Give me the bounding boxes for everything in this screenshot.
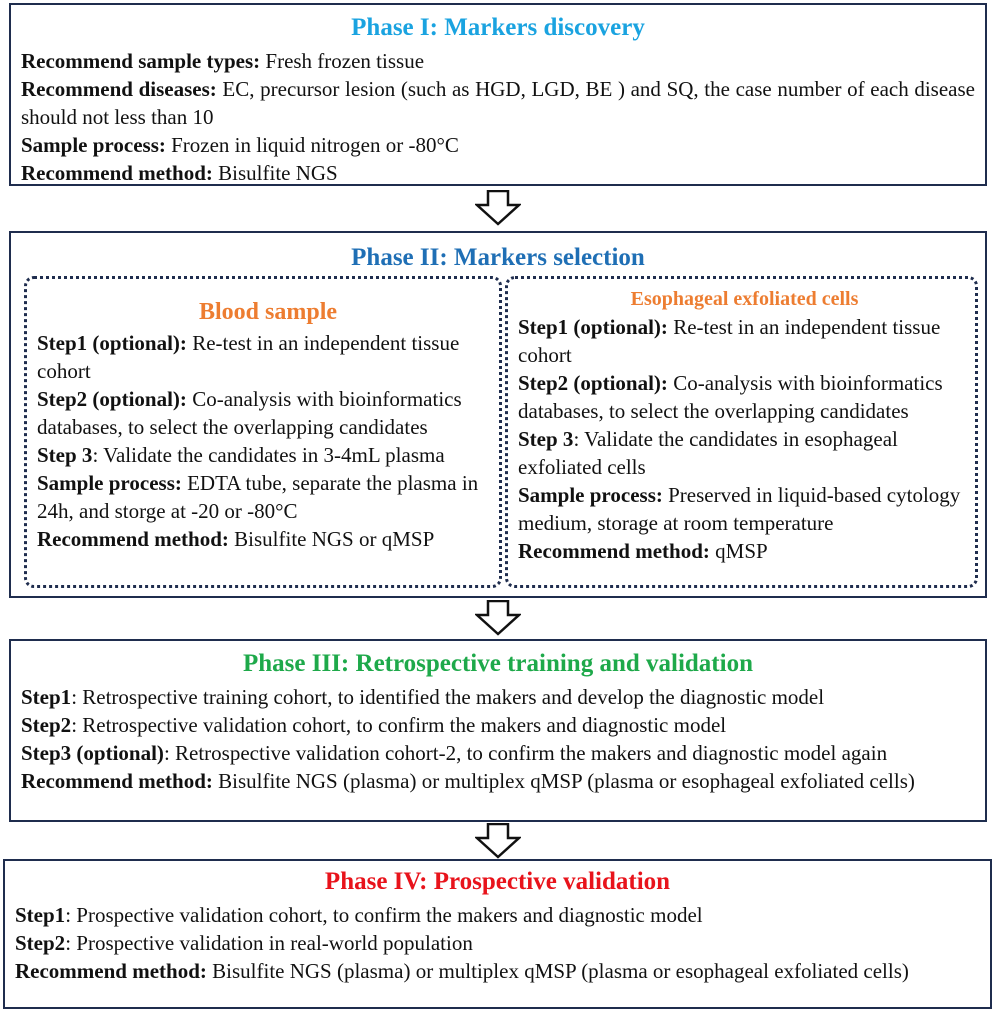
esophageal-method: Recommend method: qMSP xyxy=(518,539,768,563)
blood-step2: Step2 (optional): Co-analysis with bioinformatics databases, to select the overlapping candidates xyxy=(37,387,462,439)
phase1-title: Phase I: Markers discovery xyxy=(351,14,645,41)
esophageal-step2: Step2 (optional): Co-analysis with bioinformatics databases, to select the overlapping candidates xyxy=(518,371,943,423)
blood-sample-box xyxy=(24,276,502,588)
phase4-method: Recommend method: Bisulfite NGS (plasma) or multiplex qMSP (plasma or esophageal exfoliated cells) xyxy=(15,959,909,983)
phase1-line-diseases: Recommend diseases: EC, precursor lesion (such as HGD, LGD, BE ) and SQ, the case number of each disease should not less than 10 xyxy=(21,77,975,129)
down-arrow-icon xyxy=(475,190,521,226)
phase1-box xyxy=(9,3,987,186)
phase1-line-sample-process: Sample process: Frozen in liquid nitrogen or -80°C xyxy=(21,133,459,157)
phase2-box xyxy=(9,231,987,598)
blood-sample-title: Blood sample xyxy=(198,299,338,325)
phase3-step1: Step1: Retrospective training cohort, to identified the makers and develop the diagnostic model xyxy=(21,685,825,709)
phase3-method: Recommend method: Bisulfite NGS (plasma) or multiplex qMSP (plasma or esophageal exfoliated cells) xyxy=(21,769,915,793)
phase4-box xyxy=(3,859,992,1009)
phase3-title: Phase III: Retrospective training and validation xyxy=(243,650,753,677)
phase3-step2: Step2: Retrospective validation cohort, to confirm the makers and diagnostic model xyxy=(21,713,727,737)
phase2-title: Phase II: Markers selection xyxy=(351,244,645,271)
phase4-step2: Step2: Prospective validation in real-world population xyxy=(15,931,473,955)
blood-step3: Step 3: Validate the candidates in 3-4mL plasma xyxy=(37,443,445,467)
phase4-step1: Step1: Prospective validation cohort, to confirm the makers and diagnostic model xyxy=(15,903,703,927)
blood-sample-process: Sample process: EDTA tube, separate the plasma in 24h, and storge at -20 or -80°C xyxy=(37,471,479,523)
esophageal-sample-process: Sample process: Preserved in liquid-based cytology medium, storage at room temperature xyxy=(518,483,961,535)
esophageal-step3: Step 3: Validate the candidates in esophageal exfoliated cells xyxy=(518,427,898,479)
blood-method: Recommend method: Bisulfite NGS or qMSP xyxy=(37,527,435,551)
esophageal-cells-title: Esophageal exfoliated cells xyxy=(630,288,859,310)
down-arrow-icon xyxy=(475,823,521,859)
phase3-box xyxy=(9,639,987,822)
phase3-step3: Step3 (optional): Retrospective validation cohort-2, to confirm the makers and diagnostic model again xyxy=(21,741,888,765)
esophageal-step1: Step1 (optional): Re-test in an independent tissue cohort xyxy=(518,315,941,367)
phase1-line-method: Recommend method: Bisulfite NGS xyxy=(21,161,338,185)
phase1-line-sample-types: Recommend sample types: Fresh frozen tissue xyxy=(21,49,425,73)
blood-step1: Step1 (optional): Re-test in an independent tissue cohort xyxy=(37,331,460,383)
down-arrow-icon xyxy=(475,600,521,636)
phase4-title: Phase IV: Prospective validation xyxy=(324,868,671,895)
esophageal-cells-box xyxy=(505,276,978,588)
